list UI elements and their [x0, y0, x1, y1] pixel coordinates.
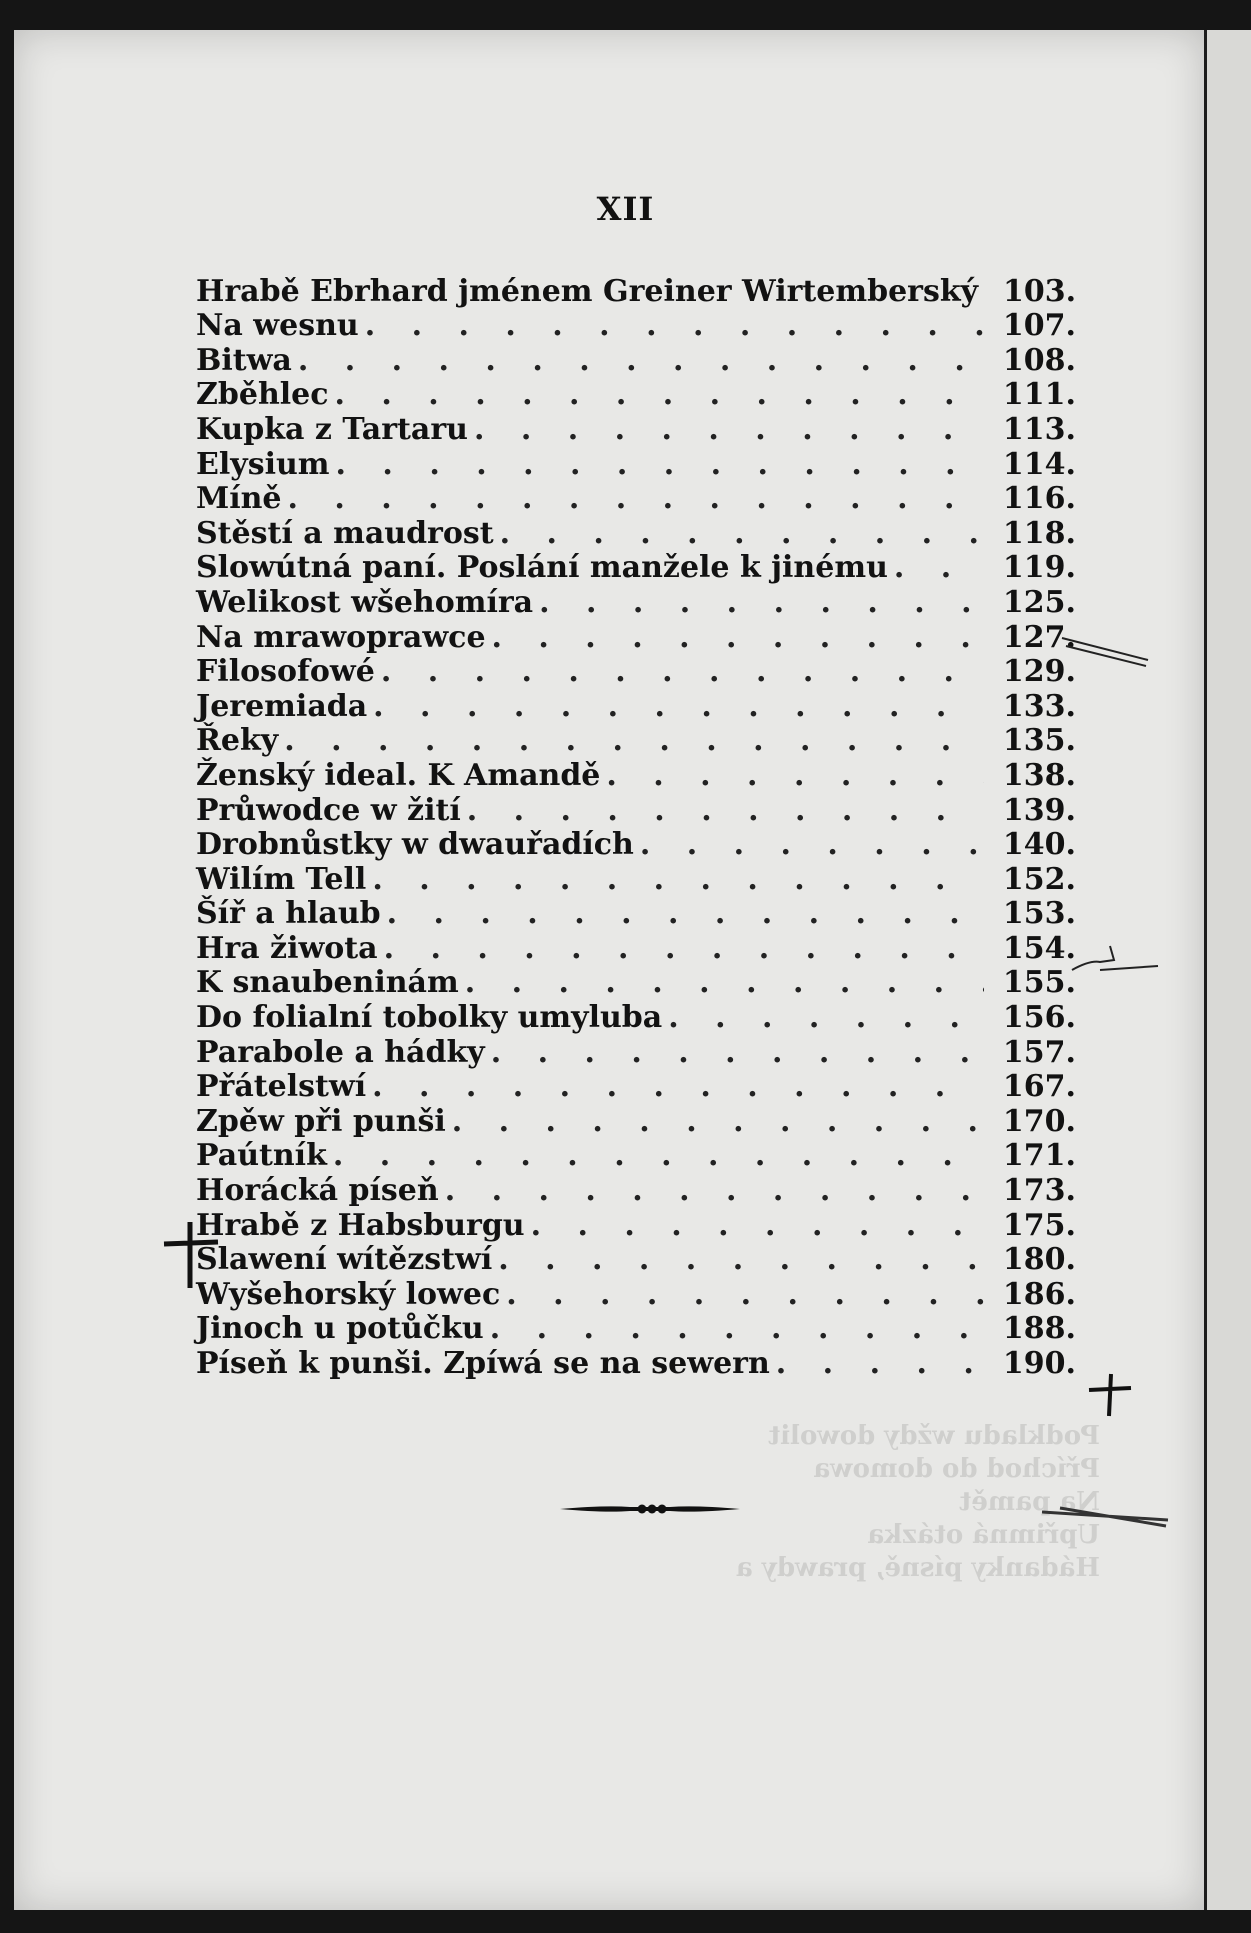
toc-entry [196, 1206, 1076, 1241]
toc-entry [196, 1241, 1076, 1276]
table-of-contents [196, 272, 1076, 1379]
toc-dot-leader [531, 1211, 984, 1241]
toc-entry [196, 549, 1076, 584]
pencil-stroke-icon [1040, 1500, 1170, 1540]
toc-entry [196, 618, 1076, 653]
toc-entry-page: 188. [1002, 1311, 1076, 1347]
toc-entry-title: Přátelstwí [196, 1069, 367, 1105]
toc-dot-leader [465, 968, 984, 998]
toc-entry-title: Wilím Tell [196, 861, 367, 897]
toc-entry [196, 653, 1076, 688]
toc-entry [196, 272, 1076, 307]
toc-entry-page: 155. [1002, 965, 1076, 1001]
toc-entry [196, 860, 1076, 895]
toc-entry-page: 116. [1002, 481, 1076, 517]
toc-entry-page: 156. [1002, 1000, 1076, 1036]
toc-entry-page: 152. [1002, 861, 1076, 897]
toc-entry [196, 410, 1076, 445]
toc-entry [196, 1102, 1076, 1137]
toc-entry-title: Welikost wšehomíra [196, 584, 534, 620]
toc-entry-page: 167. [1002, 1069, 1076, 1105]
toc-dot-leader [445, 1176, 984, 1206]
toc-dot-leader [491, 1038, 984, 1068]
toc-entry-page: 171. [1002, 1138, 1076, 1174]
toc-dot-leader [372, 865, 984, 895]
toc-entry-title: Slawení wítězstwí [196, 1242, 493, 1278]
toc-entry-title: Hrabě Ebrhard jménem Greiner Wirtemberský [196, 273, 979, 309]
toc-entry [196, 1033, 1076, 1068]
toc-entry [196, 929, 1076, 964]
toc-dot-leader [539, 588, 984, 618]
toc-dot-leader [474, 415, 984, 445]
toc-entry-title: Elysium [196, 446, 330, 482]
toc-entry [196, 583, 1076, 618]
toc-entry-page: 133. [1002, 688, 1076, 724]
toc-dot-leader [492, 623, 984, 653]
toc-entry-title: Řeky [196, 723, 279, 759]
toc-entry [196, 514, 1076, 549]
toc-entry-page: 154. [1002, 930, 1076, 966]
toc-entry-title: Ženský ideal. K Amandě [196, 757, 601, 793]
toc-entry [196, 480, 1076, 515]
toc-entry-page: 190. [1002, 1346, 1076, 1381]
facing-page-edge [1207, 30, 1251, 1910]
toc-dot-leader [387, 899, 984, 929]
toc-entry-title: Hrabě z Habsburgu [196, 1207, 525, 1243]
toc-dot-leader [668, 1003, 984, 1033]
toc-entry-page: 170. [1002, 1103, 1076, 1139]
pencil-cross-mark-icon [1085, 1370, 1135, 1420]
toc-dot-leader [336, 450, 984, 480]
toc-dot-leader [333, 1141, 984, 1171]
toc-entry-page: 157. [1002, 1034, 1076, 1070]
toc-entry [196, 722, 1076, 757]
toc-dot-leader [335, 380, 984, 410]
toc-entry-title: Jinoch u potůčku [196, 1311, 484, 1347]
toc-entry-title: Průwodce w žití [196, 792, 461, 828]
toc-entry-page: 129. [1002, 654, 1076, 690]
toc-entry [196, 1275, 1076, 1310]
toc-dot-leader [490, 1314, 984, 1344]
toc-dot-leader [284, 726, 984, 756]
toc-entry [196, 1171, 1076, 1209]
toc-entry-page: 103. [1003, 273, 1077, 309]
toc-entry-title: Bitwa [196, 342, 292, 378]
toc-entry-title: Filosofowé [196, 654, 375, 690]
toc-entry-page: 118. [1002, 515, 1076, 551]
toc-dot-leader [298, 346, 984, 376]
toc-entry-page: 139. [1002, 792, 1076, 828]
toc-entry-title: K snaubeninám [196, 965, 459, 1001]
toc-entry [196, 341, 1076, 376]
toc-dot-leader [384, 934, 984, 964]
toc-entry [196, 1310, 1076, 1345]
toc-dot-leader [452, 1107, 984, 1137]
toc-entry-page: 180. [1002, 1242, 1076, 1278]
toc-dot-leader [894, 553, 984, 583]
toc-entry-title: Na wesnu [196, 308, 359, 344]
toc-entry [196, 791, 1076, 826]
toc-dot-leader [467, 796, 984, 826]
toc-entry [196, 1068, 1076, 1103]
toc-entry-page: 175. [1002, 1207, 1076, 1243]
toc-entry-page: 153. [1002, 896, 1076, 932]
toc-entry-title: Wyšehorský lowec [196, 1276, 501, 1312]
page-number: XII [596, 190, 655, 228]
toc-entry-page: 135. [1002, 723, 1076, 759]
toc-entry-page: 186. [1002, 1276, 1076, 1312]
toc-entry-title: Jeremiada [196, 688, 368, 724]
toc-entry-title: Píseň k punši. Zpíwá se na sewern [196, 1346, 770, 1381]
show-through-text: Podkladu wždy dowolit Příchod do domowa Na pamět Upřimná otázka Hádanky písně, prawdy a [735, 1421, 1100, 1583]
toc-entry-page: 138. [1002, 757, 1076, 793]
toc-entry-page: 127. [1002, 619, 1076, 655]
toc-entry-page: 173. [1002, 1173, 1076, 1209]
toc-entry-title: Míně [196, 481, 282, 517]
toc-dot-leader [372, 1072, 984, 1102]
toc-dot-leader [776, 1349, 984, 1379]
toc-entry [196, 307, 1076, 342]
toc-entry [196, 964, 1076, 999]
toc-entry-page: 114. [1002, 446, 1076, 482]
pencil-stroke-icon [1060, 630, 1150, 670]
toc-dot-leader [640, 830, 984, 860]
toc-entry-page: 108. [1002, 342, 1076, 378]
toc-entry-title: Na mrawoprawce [196, 619, 486, 655]
toc-dot-leader [606, 761, 984, 791]
toc-entry-page: 113. [1002, 411, 1076, 447]
toc-entry-title: Kupka z Tartaru [196, 411, 468, 447]
toc-entry [196, 445, 1076, 480]
toc-entry [196, 1344, 1076, 1379]
toc-entry [196, 895, 1076, 930]
toc-entry [196, 998, 1076, 1036]
toc-dot-leader [498, 1245, 984, 1275]
toc-entry-title: Slowútná paní. Poslání manžele k jinému [196, 550, 888, 586]
toc-entry-title: Šíř a hlaub [196, 896, 381, 932]
toc-dot-leader [373, 692, 984, 722]
toc-entry [196, 376, 1076, 411]
toc-entry-title: Parabole a hádky [196, 1034, 485, 1070]
toc-entry-title: Paútník [196, 1138, 327, 1174]
toc-entry-page: 125. [1002, 584, 1076, 620]
toc-entry-page: 107. [1002, 308, 1076, 344]
toc-entry [196, 687, 1076, 722]
toc-entry-page: 111. [1002, 377, 1076, 413]
toc-entry-title: Horácká píseň [196, 1173, 439, 1209]
toc-entry [196, 1137, 1076, 1172]
toc-dot-leader [506, 1280, 984, 1310]
toc-dot-leader [381, 657, 984, 687]
pencil-scribble-icon [1070, 940, 1160, 990]
toc-dot-leader [288, 484, 984, 514]
toc-entry-page: 119. [1002, 550, 1076, 586]
ornament-divider-icon [560, 1502, 740, 1516]
toc-entry-title: Do folialní tobolky umyluba [196, 1000, 663, 1036]
toc-entry-title: Zběhlec [196, 377, 329, 413]
toc-entry [196, 826, 1076, 861]
toc-entry-title: Drobnůstky w dwauřadích [196, 827, 634, 863]
toc-entry-title: Hra žiwota [196, 930, 378, 966]
toc-entry [196, 756, 1076, 791]
toc-entry-page: 140. [1002, 827, 1076, 863]
toc-entry-title: Stěstí a maudrost [196, 515, 494, 551]
toc-entry-title: Zpěw při punši [196, 1103, 446, 1139]
toc-dot-leader [365, 311, 984, 341]
toc-dot-leader [500, 519, 984, 549]
pencil-cross-mark-icon [160, 1220, 220, 1290]
